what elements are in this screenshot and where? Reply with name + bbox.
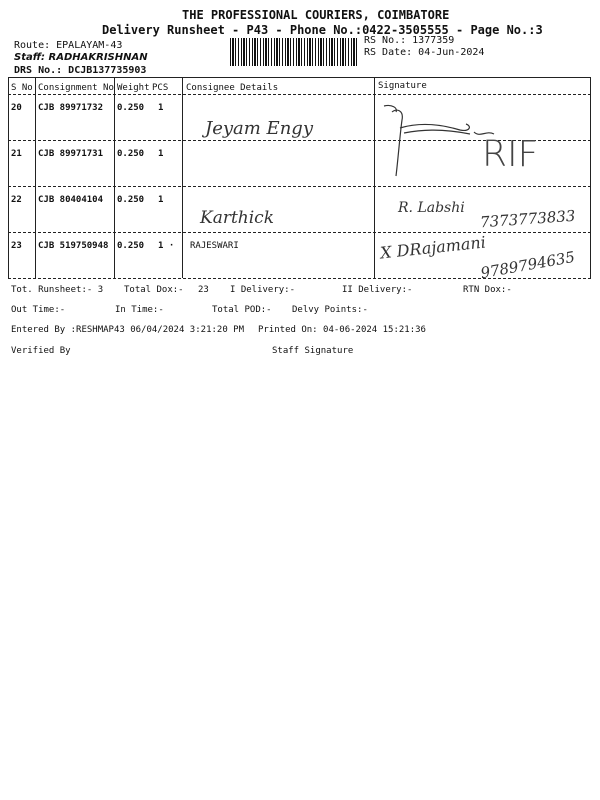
printed-on: Printed On: 04-06-2024 15:21:36: [258, 325, 426, 335]
col-header-consignment: Consignment No: [38, 83, 114, 93]
in-time: In Time:-: [115, 305, 164, 315]
table-row-weight: 0.250: [117, 241, 145, 251]
col-header-signature: Signature: [378, 81, 427, 91]
verified-by: Verified By: [11, 346, 71, 356]
out-time: Out Time:-: [11, 305, 66, 315]
table-row-consignee: RAJESWARI: [190, 241, 239, 251]
table-row-pcs: 1: [158, 149, 164, 159]
staff-signature-label: Staff Signature: [272, 346, 354, 356]
handwritten-signature-row22: R. Labshi: [398, 200, 465, 216]
table-row-weight: 0.250: [117, 103, 145, 113]
table-row-consignment: CJB 519750948: [38, 241, 109, 251]
col-header-consignee: Consignee Details: [186, 83, 279, 93]
rs-number: RS No.: 1377359: [364, 35, 455, 46]
tot-runsheet: Tot. Runsheet:- 3: [11, 285, 104, 295]
runsheet-subtitle: Delivery Runsheet - P43 - Phone No.:0422-3505555 - Page No.:3: [102, 23, 543, 37]
table-row-sno: 23: [11, 241, 22, 251]
total-dox-value: 23: [198, 285, 209, 295]
handwritten-phone-row22: 7373773833: [479, 206, 576, 232]
table-row-sno: 21: [11, 149, 22, 159]
total-pod: Total POD:-: [212, 305, 272, 315]
table-row-sno: 22: [11, 195, 22, 205]
rtn-dox: RTN Dox:-: [463, 285, 512, 295]
col-header-pcs: PCS: [152, 83, 169, 93]
delvy-points: Delvy Points:-: [292, 305, 368, 315]
ii-delivery: II Delivery:-: [342, 285, 413, 295]
handwritten-consignee-row20: Jeyam Engy: [205, 118, 313, 139]
handwritten-signature-row23: X DRajamani: [379, 232, 487, 263]
table-row-weight: 0.250: [117, 149, 145, 159]
handwritten-phone-row23: 9789794635: [479, 247, 577, 283]
handwritten-signature-row21: RIF: [482, 134, 539, 175]
table-row-pcs: 1: [158, 195, 164, 205]
rs-date: RS Date: 04-Jun-2024: [364, 47, 485, 58]
col-header-weight: Weight: [117, 83, 150, 93]
handwritten-consignee-row22: Karthick: [200, 208, 275, 228]
total-dox-label: Total Dox:-: [124, 285, 184, 295]
entered-by: Entered By :RESHMAP43 06/04/2024 3:21:20 PM: [11, 325, 244, 335]
table-row-weight: 0.250: [117, 195, 145, 205]
table-row-pcs: 1 ·: [158, 241, 175, 251]
table-row-consignment: CJB 80404104: [38, 195, 104, 205]
staff-label: Staff: RADHAKRISHNAN: [14, 52, 148, 63]
drs-number: DRS No.: DCJB137735903: [14, 65, 147, 76]
col-header-sno: S No: [11, 83, 33, 93]
table-row-consignment: CJB 89971731: [38, 149, 104, 159]
table-row-consignment: CJB 89971732: [38, 103, 104, 113]
company-title: THE PROFESSIONAL COURIERS, COIMBATORE: [182, 8, 450, 22]
table-row-pcs: 1: [158, 103, 164, 113]
route-label: Route: EPALAYAM-43: [14, 40, 123, 51]
i-delivery: I Delivery:-: [230, 285, 296, 295]
table-row-sno: 20: [11, 103, 22, 113]
